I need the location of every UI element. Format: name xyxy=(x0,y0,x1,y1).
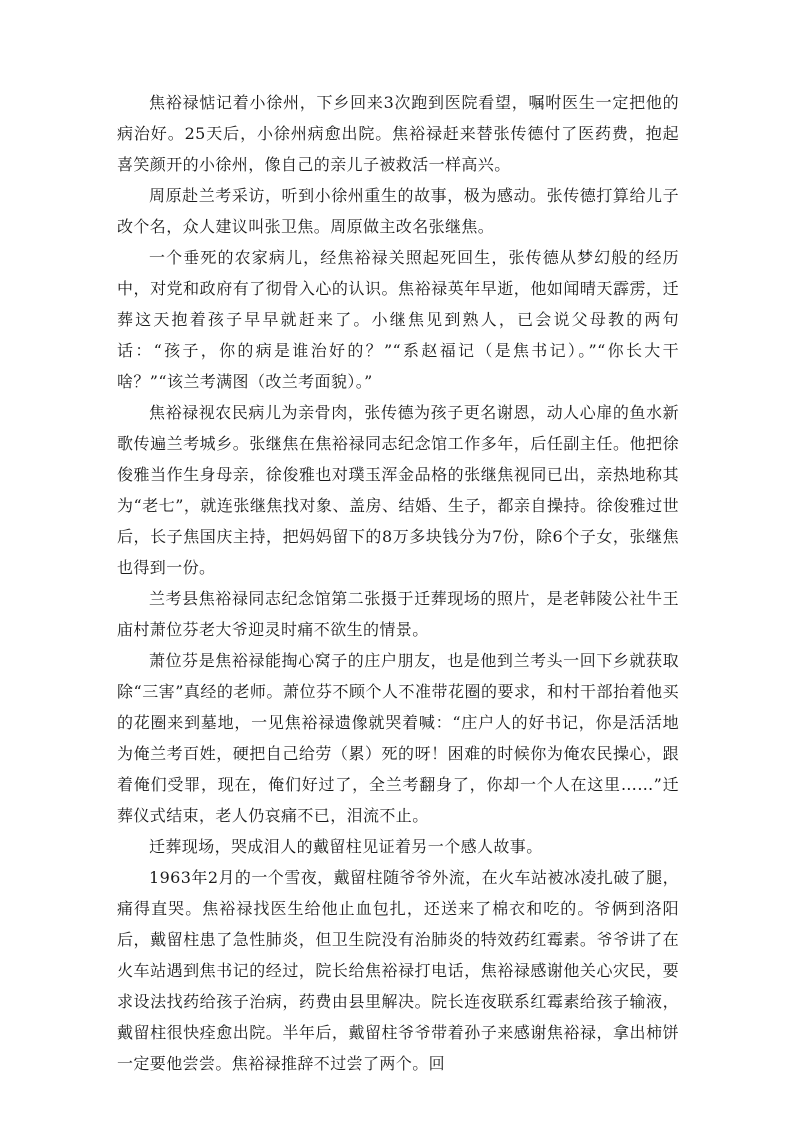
paragraph: 萧位芬是焦裕禄能掏心窝子的庄户朋友，也是他到兰考头一回下乡就获取除“三害”真经的老师。萧位芬不顾个人不准带花圈的要求，和村干部抬着他买的花圈来到墓地，一见焦裕禄遗像就哭着喊：“庄户人的好书记，你是活活地为俺兰考百姓，硬把自己给劳（累）死的呀！困难的时候你为俺农民操心，跟着俺们受罪，现在，俺们好过了，全兰考翻身了，你却一个人在这里……”迁葬仪式结束，老人仍哀痛不已，泪流不止。 xyxy=(117,651,679,825)
paragraph: 焦裕禄惦记着小徐州，下乡回来3次跑到医院看望，嘱咐医生一定把他的病治好。25天后，小徐州病愈出院。焦裕禄赶来替张传德付了医药费，抱起喜笑颜开的小徐州，像自己的亲儿子被救活一样高兴。 xyxy=(117,93,679,174)
paragraph: 一个垂死的农家病儿，经焦裕禄关照起死回生，张传德从梦幻般的经历中，对党和政府有了彻骨入心的认识。焦裕禄英年早逝，他如闻晴天霹雳，迁葬这天抱着孩子早早就赶来了。小继焦见到熟人，已会说父母教的两句话：“孩子，你的病是谁治好的？”“系赵福记（是焦书记）。”“你长大干啥？”“该兰考满图（改兰考面貌）。” xyxy=(117,248,679,391)
paragraph: 迁葬现场，哭成泪人的戴留柱见证着另一个感人故事。 xyxy=(149,837,543,856)
article-body xyxy=(117,87,679,1079)
paragraph: 兰考县焦裕禄同志纪念馆第二张摄于迁葬现场的照片，是老韩陵公社牛王庙村萧位芬老大爷迎灵时痛不欲生的情景。 xyxy=(117,589,679,639)
paragraph: 周原赴兰考采访，听到小徐州重生的故事，极为感动。张传德打算给儿子改个名，众人建议叫张卫焦。周原做主改名张继焦。 xyxy=(117,186,679,236)
paragraph: 1963年2月的一个雪夜，戴留柱随爷爷外流，在火车站被冰凌扎破了腿，痛得直哭。焦裕禄找医生给他止血包扎，还送来了棉衣和吃的。爷俩到洛阳后，戴留柱患了急性肺炎，但卫生院没有治肺炎的特效药红霉素。爷爷讲了在火车站遇到焦书记的经过，院长给焦裕禄打电话，焦裕禄感谢他关心灾民，要求设法找药给孩子治病，药费由县里解决。院长连夜联系红霉素给孩子输液，戴留柱很快痊愈出院。半年后，戴留柱爷爷带着孙子来感谢焦裕禄，拿出柿饼一定要他尝尝。焦裕禄推辞不过尝了两个。回 xyxy=(117,868,679,1073)
paragraph: 焦裕禄视农民病儿为亲骨肉，张传德为孩子更名谢恩，动人心扉的鱼水新歌传遍兰考城乡。张继焦在焦裕禄同志纪念馆工作多年，后任副主任。他把徐俊雅当作生身母亲，徐俊雅也对璞玉浑金品格的张继焦视同已出，亲热地称其为“老七”，就连张继焦找对象、盖房、结婚、生子，都亲自操持。徐俊雅过世后，长子焦国庆主持，把妈妈留下的8万多块钱分为7份，除6个子女，张继焦也得到一份。 xyxy=(117,403,679,577)
